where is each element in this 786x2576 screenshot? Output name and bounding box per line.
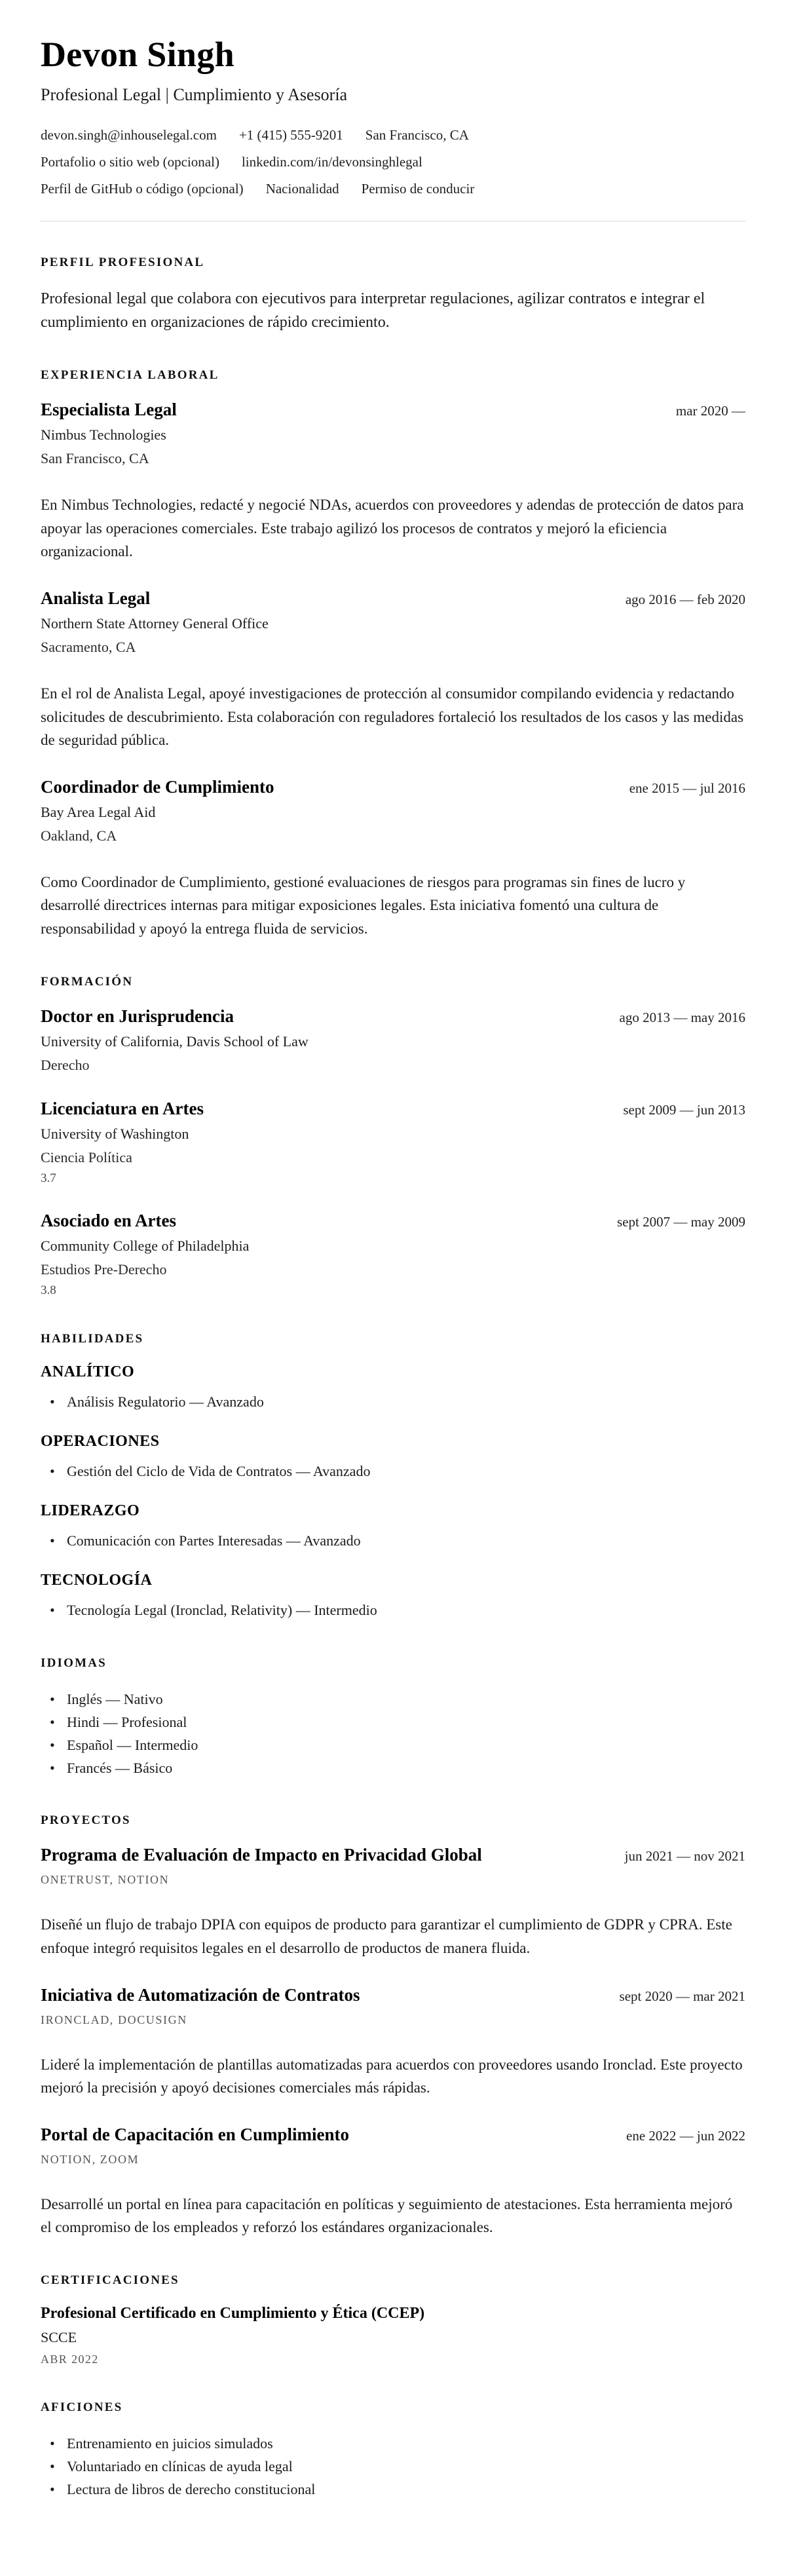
section-heading: CERTIFICACIONES bbox=[41, 2273, 179, 2288]
job-location: San Francisco, CA bbox=[41, 450, 149, 466]
contact-location: San Francisco, CA bbox=[365, 127, 469, 143]
section-heading: EXPERIENCIA LABORAL bbox=[41, 368, 219, 382]
project-head bbox=[41, 1985, 745, 2005]
job-title: Especialista Legal bbox=[41, 400, 177, 419]
school-name: University of Washington bbox=[41, 1125, 189, 1142]
project-tools: NOTION, ZOOM bbox=[41, 2152, 140, 2166]
job-title: Coordinador de Cumplimiento bbox=[41, 776, 274, 797]
certification-issuer: SCCE bbox=[41, 2329, 77, 2346]
job-description: Como Coordinador de Cumplimiento, gestioné evaluaciones de riesgos para programas sin fines de lucro y desarrollé directrices internas para mitigar exposiciones legales. Esta iniciativa fomentó una cultura de responsabilidad y apoyó la entrega fluida de servicios. bbox=[41, 873, 686, 938]
contact-row-1 bbox=[41, 127, 745, 143]
education-head bbox=[41, 1006, 745, 1027]
skill-group bbox=[41, 1363, 745, 1413]
school-name: Community College of Philadelphia bbox=[41, 1237, 250, 1254]
skill-group bbox=[41, 1572, 745, 1621]
language-item: • Español — Intermedio bbox=[50, 1733, 745, 1756]
project-entry bbox=[41, 1985, 745, 2100]
education-entry bbox=[41, 1211, 745, 1298]
section-heading: IDIOMAS bbox=[41, 1656, 107, 1670]
degree-dates: sept 2009 — jun 2013 bbox=[623, 1101, 745, 1118]
contact-nationality: Nacionalidad bbox=[265, 181, 339, 197]
section-projects bbox=[41, 1813, 745, 2239]
contact-row-2 bbox=[41, 154, 745, 170]
skill-category: ANALÍTICO bbox=[41, 1363, 135, 1380]
section-heading: PERFIL PROFESIONAL bbox=[41, 256, 205, 269]
job-dates: mar 2020 — bbox=[675, 403, 745, 419]
certification-date: ABR 2022 bbox=[41, 2353, 99, 2366]
hobby-list bbox=[41, 2432, 745, 2501]
section-profile bbox=[41, 256, 745, 334]
job-company: Northern State Attorney General Office bbox=[41, 615, 269, 632]
project-dates: ene 2022 — jun 2022 bbox=[626, 2127, 745, 2144]
skill-category: OPERACIONES bbox=[41, 1432, 160, 1450]
hobby-item: • Lectura de libros de derecho constitucional bbox=[50, 2478, 745, 2501]
degree-title: Asociado en Artes bbox=[41, 1210, 176, 1230]
gpa-value: 3.7 bbox=[41, 1171, 56, 1185]
section-heading: PROYECTOS bbox=[41, 1813, 131, 1828]
skill-list bbox=[41, 1529, 745, 1552]
section-languages bbox=[41, 1656, 745, 1780]
job-head bbox=[41, 588, 745, 609]
project-entry bbox=[41, 1845, 745, 1960]
project-head bbox=[41, 1845, 745, 1865]
job-entry bbox=[41, 400, 745, 563]
skill-list bbox=[41, 1390, 745, 1413]
contact-driving-license: Permiso de conducir bbox=[361, 181, 475, 197]
job-dates: ago 2016 — feb 2020 bbox=[625, 591, 745, 607]
degree-title: Licenciatura en Artes bbox=[41, 1098, 204, 1118]
skill-list bbox=[41, 1599, 745, 1621]
hobby-item: • Entrenamiento en juicios simulados bbox=[50, 2432, 745, 2455]
education-head bbox=[41, 1099, 745, 1119]
section-hobbies bbox=[41, 2400, 745, 2501]
section-education bbox=[41, 975, 745, 1298]
project-title: Programa de Evaluación de Impacto en Privacidad Global bbox=[41, 1845, 482, 1865]
project-description: Lideré la implementación de plantillas automatizadas para acuerdos con proveedores usando Ironclad. Este proyecto mejoró la precisión y apoyó decisiones comerciales más rápidas. bbox=[41, 2056, 743, 2096]
skill-group bbox=[41, 1502, 745, 1552]
hobby-item: • Voluntariado en clínicas de ayuda legal bbox=[50, 2455, 745, 2478]
job-entry bbox=[41, 777, 745, 941]
skill-list bbox=[41, 1460, 745, 1483]
person-name: Devon Singh bbox=[41, 35, 234, 74]
school-name: University of California, Davis School of Law bbox=[41, 1032, 309, 1050]
contact-email: devon.singh@inhouselegal.com bbox=[41, 127, 217, 143]
job-description: En el rol de Analista Legal, apoyé investigaciones de protección al consumidor compilando evidencia y redactando solicitudes de descubrimiento. Esta colaboración con reguladores fortaleció los resultados de los casos y las medidas de seguridad pública. bbox=[41, 685, 744, 749]
job-company: Bay Area Legal Aid bbox=[41, 803, 156, 820]
resume-header bbox=[41, 34, 745, 221]
certification-entry bbox=[41, 2305, 745, 2366]
profile-summary: Profesional legal que colabora con ejecutivos para interpretar regulaciones, agilizar contratos e integrar el cumplimiento en organizaciones de rápido crecimiento. bbox=[41, 290, 705, 331]
project-description: Desarrollé un portal en línea para capacitación en políticas y seguimiento de atestaciones. Esta herramienta mejoró el compromiso de los empleados y reforzó los estándares organizacionales. bbox=[41, 2195, 733, 2236]
skill-group bbox=[41, 1433, 745, 1483]
project-entry bbox=[41, 2125, 745, 2239]
education-entry bbox=[41, 1006, 745, 1074]
degree-title: Doctor en Jurisprudencia bbox=[41, 1006, 234, 1026]
person-title: Profesional Legal | Cumplimiento y Asesoría bbox=[41, 85, 348, 104]
gpa-value: 3.8 bbox=[41, 1283, 56, 1297]
skill-item: • Análisis Regulatorio — Avanzado bbox=[50, 1390, 745, 1413]
certification-name: Profesional Certificado en Cumplimiento y Ética (CCEP) bbox=[41, 2305, 425, 2322]
section-heading: AFICIONES bbox=[41, 2400, 123, 2415]
language-list bbox=[41, 1688, 745, 1780]
contact-row-3 bbox=[41, 181, 745, 197]
degree-dates: sept 2007 — may 2009 bbox=[617, 1213, 745, 1230]
field-of-study: Estudios Pre-Derecho bbox=[41, 1260, 167, 1278]
job-location: Sacramento, CA bbox=[41, 638, 136, 655]
education-head bbox=[41, 1211, 745, 1231]
degree-dates: ago 2013 — may 2016 bbox=[619, 1009, 745, 1025]
project-dates: sept 2020 — mar 2021 bbox=[619, 1988, 745, 2004]
skill-category: TECNOLOGÍA bbox=[41, 1572, 153, 1589]
job-title: Analista Legal bbox=[41, 588, 151, 608]
language-item: • Hindi — Profesional bbox=[50, 1711, 745, 1733]
education-entry bbox=[41, 1099, 745, 1186]
language-item: • Francés — Básico bbox=[50, 1756, 745, 1779]
skill-item: • Tecnología Legal (Ironclad, Relativity) — Intermedio bbox=[50, 1599, 745, 1621]
job-head bbox=[41, 777, 745, 797]
job-dates: ene 2015 — jul 2016 bbox=[629, 780, 745, 796]
project-title: Portal de Capacitación en Cumplimiento bbox=[41, 2124, 349, 2144]
job-description: En Nimbus Technologies, redacté y negocié NDAs, acuerdos con proveedores y adendas de protección de datos para apoyar las operaciones comerciales. Este trabajo agilizó los procesos de contratos y mejoró la eficiencia organizacional. bbox=[41, 497, 744, 560]
section-heading: HABILIDADES bbox=[41, 1331, 144, 1346]
contact-github: Perfil de GitHub o código (opcional) bbox=[41, 181, 244, 197]
skill-item: • Comunicación con Partes Interesadas — Avanzado bbox=[50, 1529, 745, 1552]
skill-category: LIDERAZGO bbox=[41, 1502, 140, 1520]
section-heading: FORMACIÓN bbox=[41, 974, 134, 989]
project-tools: ONETRUST, NOTION bbox=[41, 1873, 170, 1887]
project-head bbox=[41, 2125, 745, 2145]
job-entry bbox=[41, 588, 745, 752]
project-title: Iniciativa de Automatización de Contratos bbox=[41, 1984, 360, 2005]
language-item: • Inglés — Nativo bbox=[50, 1688, 745, 1711]
field-of-study: Ciencia Política bbox=[41, 1148, 132, 1165]
project-dates: jun 2021 — nov 2021 bbox=[624, 1848, 745, 1865]
section-experience bbox=[41, 368, 745, 941]
contact-phone: +1 (415) 555-9201 bbox=[238, 127, 343, 143]
contact-linkedin: linkedin.com/in/devonsinghlegal bbox=[241, 154, 422, 170]
project-description: Diseñé un flujo de trabajo DPIA con equipos de producto para garantizar el cumplimiento de GDPR y CPRA. Este enfoque integró requisitos legales en el desarrollo de productos de manera fluida. bbox=[41, 1916, 732, 1956]
project-tools: IRONCLAD, DOCUSIGN bbox=[41, 2013, 187, 2026]
contact-website: Portafolio o sitio web (opcional) bbox=[41, 154, 219, 170]
job-head bbox=[41, 400, 745, 420]
section-certifications bbox=[41, 2273, 745, 2366]
job-company: Nimbus Technologies bbox=[41, 426, 166, 443]
job-location: Oakland, CA bbox=[41, 827, 117, 844]
skill-item: • Gestión del Ciclo de Vida de Contratos — Avanzado bbox=[50, 1460, 745, 1483]
section-skills bbox=[41, 1332, 745, 1622]
field-of-study: Derecho bbox=[41, 1056, 90, 1073]
